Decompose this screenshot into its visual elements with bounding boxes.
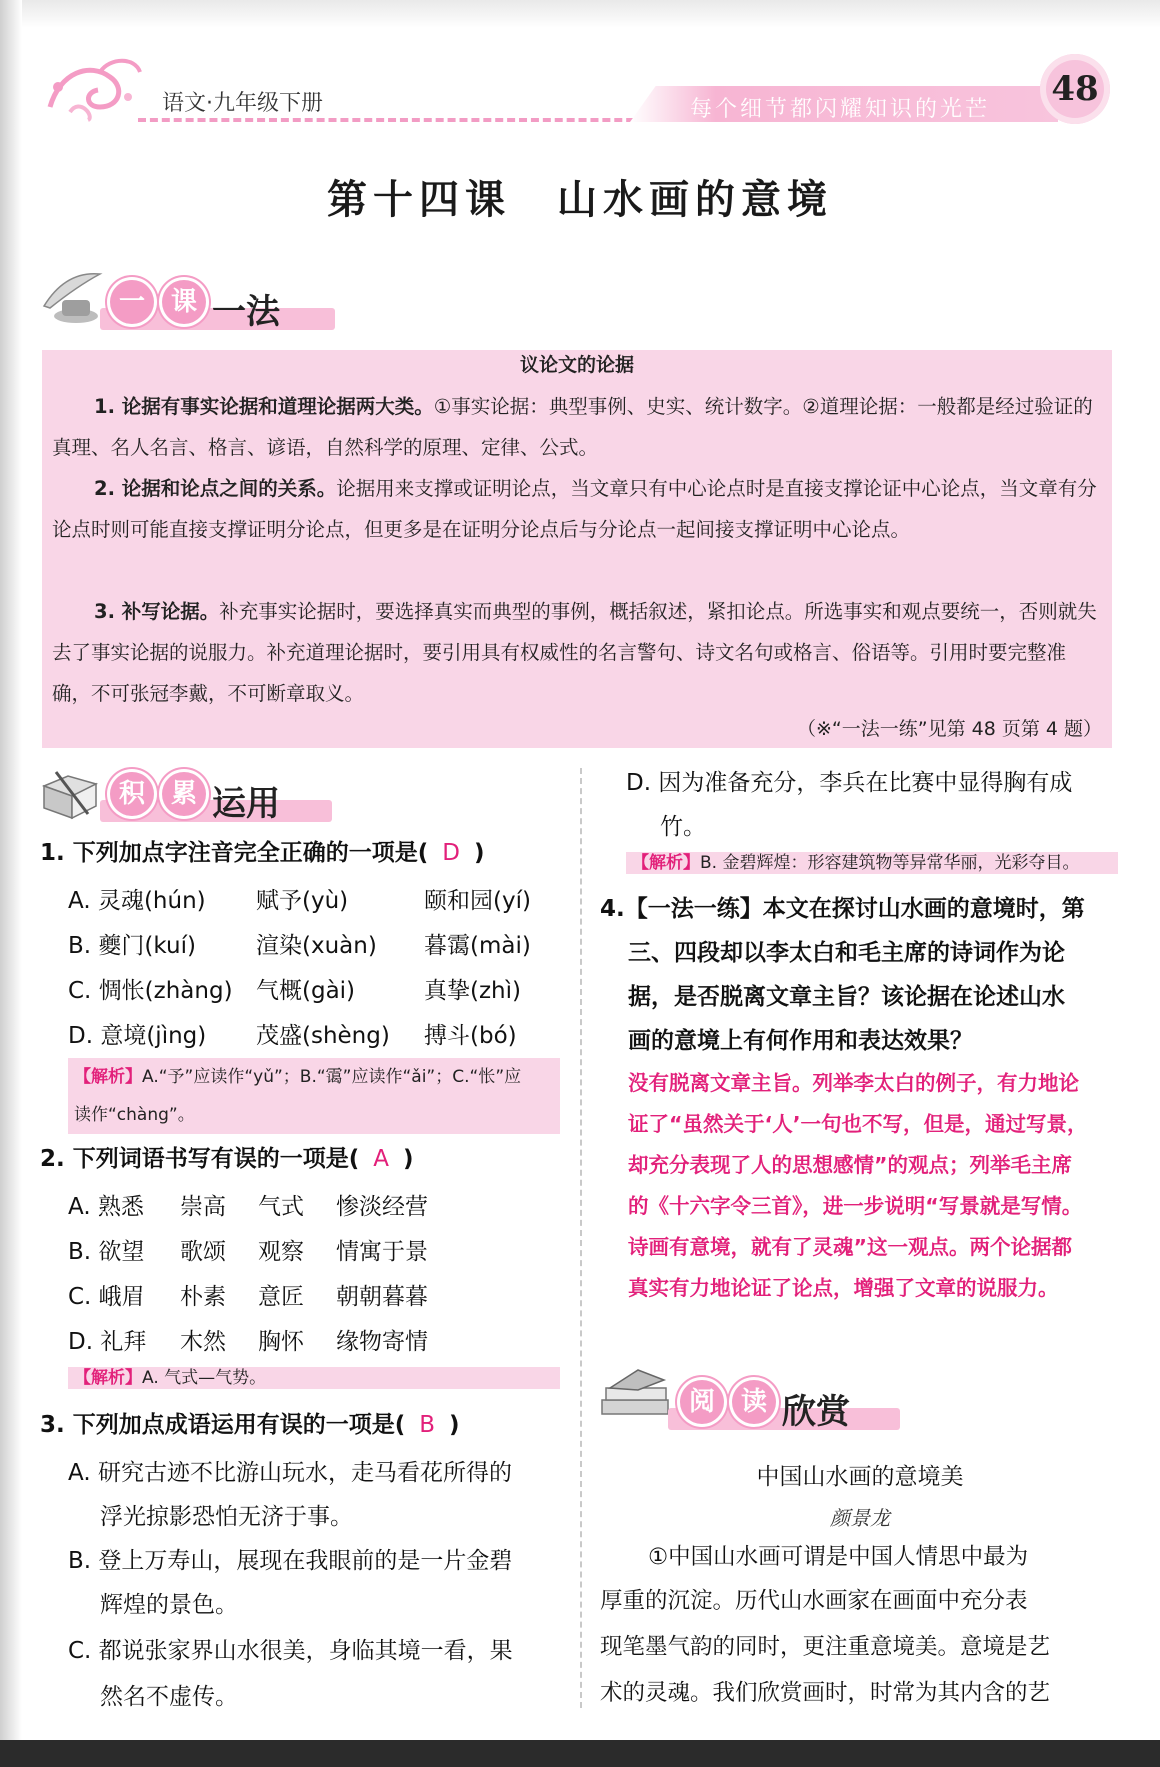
q3-option-c-line-2: 然名不虚传。 [100, 1684, 238, 1710]
q1-option-a-2: 赋予(yù) [256, 888, 349, 914]
q2-option-b-4: 情寓于景 [336, 1239, 428, 1265]
q3-option-a-line-2: 浮光掠影恐怕无济于事。 [100, 1504, 353, 1530]
method-point-3 [52, 591, 1102, 714]
method-point-2-heading: 2. 论据和论点之间的关系。 [94, 477, 337, 500]
page-number: 48 [1040, 54, 1110, 124]
method-box-title: 议论文的论据 [519, 354, 634, 376]
section-header-one-lesson-one-method [40, 280, 340, 332]
question-3-close: ) [449, 1412, 460, 1438]
method-point-1-text: ①事实论据：典型事例、史实、统计数字。②道理论据：一般都是经过验证的真理、名人名言、格言、谚语，自然科学的原理、定律、公式。 [52, 395, 1093, 459]
q2-option-a-3: 气式 [258, 1194, 304, 1220]
question-4-line-2: 三、四段却以李太白和毛主席的诗词作为论 [628, 940, 1065, 966]
q4-answer-line-1: 没有脱离文章主旨。列举李太白的例子，有力地论 [628, 1071, 1079, 1095]
q4-answer-line-2: 证了“虽然关于‘人’一句也不写，但是，通过写景， [628, 1112, 1088, 1136]
question-1-answer: D [442, 840, 460, 866]
q4-answer-line-4: 的《十六字令三首》，进一步说明“写景就是写情。 [628, 1194, 1083, 1218]
question-3-text: 3. 下列加点成语运用有误的一项是( [40, 1412, 406, 1438]
header-slogan: 每个细节都闪耀知识的光芒 [690, 97, 991, 122]
q1-option-c-1: C. 惆怅(zhàng) [68, 978, 233, 1004]
q2-analysis [68, 1367, 560, 1389]
q2-option-c-2: 朴素 [180, 1284, 226, 1310]
q3-option-b-line-2: 辉煌的景色。 [100, 1592, 238, 1618]
question-2-text: 2. 下列词语书写有误的一项是( [40, 1146, 360, 1172]
question-1-close: ) [473, 840, 485, 866]
reading-line-2: 厚重的沉淀。历代山水画家在画面中充分表 [600, 1588, 1028, 1614]
q3-option-d-line-1: D. 因为准备充分，李兵在比赛中显得胸有成 [626, 770, 1073, 796]
method-box-note: （※“一法一练”见第 48 页第 4 题） [796, 718, 1102, 740]
q2-option-a-4: 惨淡经营 [336, 1194, 428, 1220]
section-tail: 欣赏 [782, 1392, 850, 1432]
q1-analysis [68, 1058, 560, 1134]
q1-option-a-1: A. 灵魂(hún) [68, 888, 206, 914]
section-circle-1: 阅 [680, 1380, 724, 1424]
q1-option-c-2: 气概(gài) [256, 978, 356, 1004]
reading-line-1: ①中国山水画可谓是中国人情思中最为 [648, 1544, 1029, 1570]
reading-line-4: 术的灵魂。我们欣赏画时，时常为其内含的艺 [600, 1680, 1051, 1706]
section-circle-2: 课 [162, 280, 206, 324]
q3-analysis-text: B. 金碧辉煌：形容建筑物等异常华丽，光彩夺目。 [700, 853, 1080, 873]
q1-option-d-2: 茂盛(shèng) [256, 1023, 390, 1049]
method-point-1 [52, 386, 1102, 468]
method-point-2 [52, 468, 1102, 550]
q2-option-d-1: D. 礼拜 [68, 1329, 147, 1355]
q2-option-d-4: 缘物寄情 [336, 1329, 428, 1355]
q2-option-c-4: 朝朝暮暮 [336, 1284, 428, 1310]
q1-analysis-line-1: A.“予”应读作“yǔ”；B.“霭”应读作“ǎi”；C.“怅”应 [142, 1067, 522, 1087]
analysis-label: 【解析】 [74, 1067, 142, 1087]
q1-analysis-line-2: 读作“chàng”。 [74, 1105, 195, 1125]
reading-line-3: 现笔墨气韵的同时，更注重意境美。意境是艺 [600, 1634, 1051, 1660]
q1-option-c-3: 真挚(zhì) [424, 978, 521, 1004]
top-edge [0, 0, 1160, 28]
q2-option-a-1: A. 熟悉 [68, 1194, 144, 1220]
q2-option-b-2: 歌颂 [180, 1239, 226, 1265]
q3-option-b-line-1: B. 登上万寿山，展现在我眼前的是一片金碧 [68, 1548, 513, 1574]
question-4-line-3: 据，是否脱离文章主旨？该论据在论述山水 [628, 984, 1065, 1010]
question-2-stem [40, 1144, 414, 1174]
question-3-stem [40, 1410, 460, 1440]
section-header-reading-appreciation [608, 1380, 908, 1432]
section-circle-2: 累 [162, 772, 206, 816]
method-point-3-text: 补充事实论据时，要选择真实而典型的事例，概括叙述，紧扣论点。所选事实和观点要统一，否则就失去了事实论据的说服力。补充道理论据时，要引用具有权威性的名言警句、诗文名句或格言、俗语等。引用时要完整准确，不可张冠李戴，不可断章取义。 [52, 600, 1097, 705]
q1-option-a-3: 颐和园(yí) [424, 888, 531, 914]
question-1-stem [40, 838, 485, 868]
q1-option-d-3: 搏斗(bó) [424, 1023, 517, 1049]
q4-answer-line-5: 诗画有意境，就有了灵魂”这一观点。两个论据都 [628, 1235, 1072, 1259]
reading-author: 颜景龙 [830, 1506, 890, 1530]
section-tail: 运用 [212, 784, 280, 824]
question-2-answer: A [373, 1146, 389, 1172]
section-header-accumulate-apply [40, 772, 340, 824]
analysis-label: 【解析】 [632, 853, 700, 873]
section-circle-1: 积 [110, 772, 154, 816]
question-4-line-4: 画的意境上有何作用和表达效果？ [628, 1028, 973, 1054]
question-1-text: 1. 下列加点字注音完全正确的一项是( [40, 840, 429, 866]
q1-option-b-3: 暮霭(mài) [424, 933, 531, 959]
q2-option-d-2: 木然 [180, 1329, 226, 1355]
analysis-label: 【解析】 [74, 1368, 142, 1388]
reading-title: 中国山水画的意境美 [756, 1464, 964, 1490]
method-point-1-heading: 1. 论据有事实论据和道理论据两大类。 [94, 395, 434, 418]
q2-option-c-3: 意匠 [258, 1284, 304, 1310]
section-circle-1: 一 [110, 280, 154, 324]
section-tail: 一法 [212, 292, 280, 332]
q2-option-a-2: 崇高 [180, 1194, 226, 1220]
q2-option-b-1: B. 欲望 [68, 1239, 145, 1265]
q4-answer-line-6: 真实有力地论证了论点，增强了文章的说服力。 [628, 1276, 1059, 1300]
q3-option-d-line-2: 竹。 [660, 814, 706, 840]
q1-option-d-1: D. 意境(jìng) [68, 1023, 207, 1049]
q3-option-a-line-1: A. 研究古迹不比游山玩水，走马看花所得的 [68, 1460, 512, 1486]
lesson-title: 第十四课 山水画的意境 [327, 176, 833, 223]
q4-answer-line-3: 却充分表现了人的思想感情”的观点；列举毛主席 [628, 1153, 1072, 1177]
book-label: 语文·九年级下册 [162, 91, 323, 116]
section-circle-2: 读 [732, 1380, 776, 1424]
q2-option-d-3: 胸怀 [258, 1329, 304, 1355]
binding-shadow [0, 0, 22, 1740]
q1-option-b-2: 渲染(xuàn) [256, 933, 377, 959]
q3-analysis [626, 852, 1118, 874]
header-dash-line [138, 118, 658, 122]
question-3-answer: B [419, 1412, 436, 1438]
method-box [42, 350, 1112, 748]
q2-option-b-3: 观察 [258, 1239, 304, 1265]
q1-option-b-1: B. 夔门(kuí) [68, 933, 196, 959]
column-divider [580, 768, 582, 1708]
q3-option-c-line-1: C. 都说张家界山水很美，身临其境一看，果 [68, 1638, 513, 1664]
question-4-line-1: 4.【一法一练】本文在探讨山水画的意境时，第 [600, 896, 1085, 922]
q2-analysis-text: A. 气式—气势。 [142, 1368, 267, 1388]
floral-ornament-icon [40, 52, 145, 122]
q2-option-c-1: C. 峨眉 [68, 1284, 145, 1310]
method-point-2-text: 论据用来支撑或证明论点，当文章只有中心论点时是直接支撑论证中心论点，当文章有分论点时则可能直接支撑证明分论点，但更多是在证明分论点后与分论点一起间接支撑证明中心论点。 [52, 477, 1097, 541]
method-point-3-heading: 3. 补写论据。 [94, 600, 220, 623]
question-2-close: ) [403, 1146, 414, 1172]
